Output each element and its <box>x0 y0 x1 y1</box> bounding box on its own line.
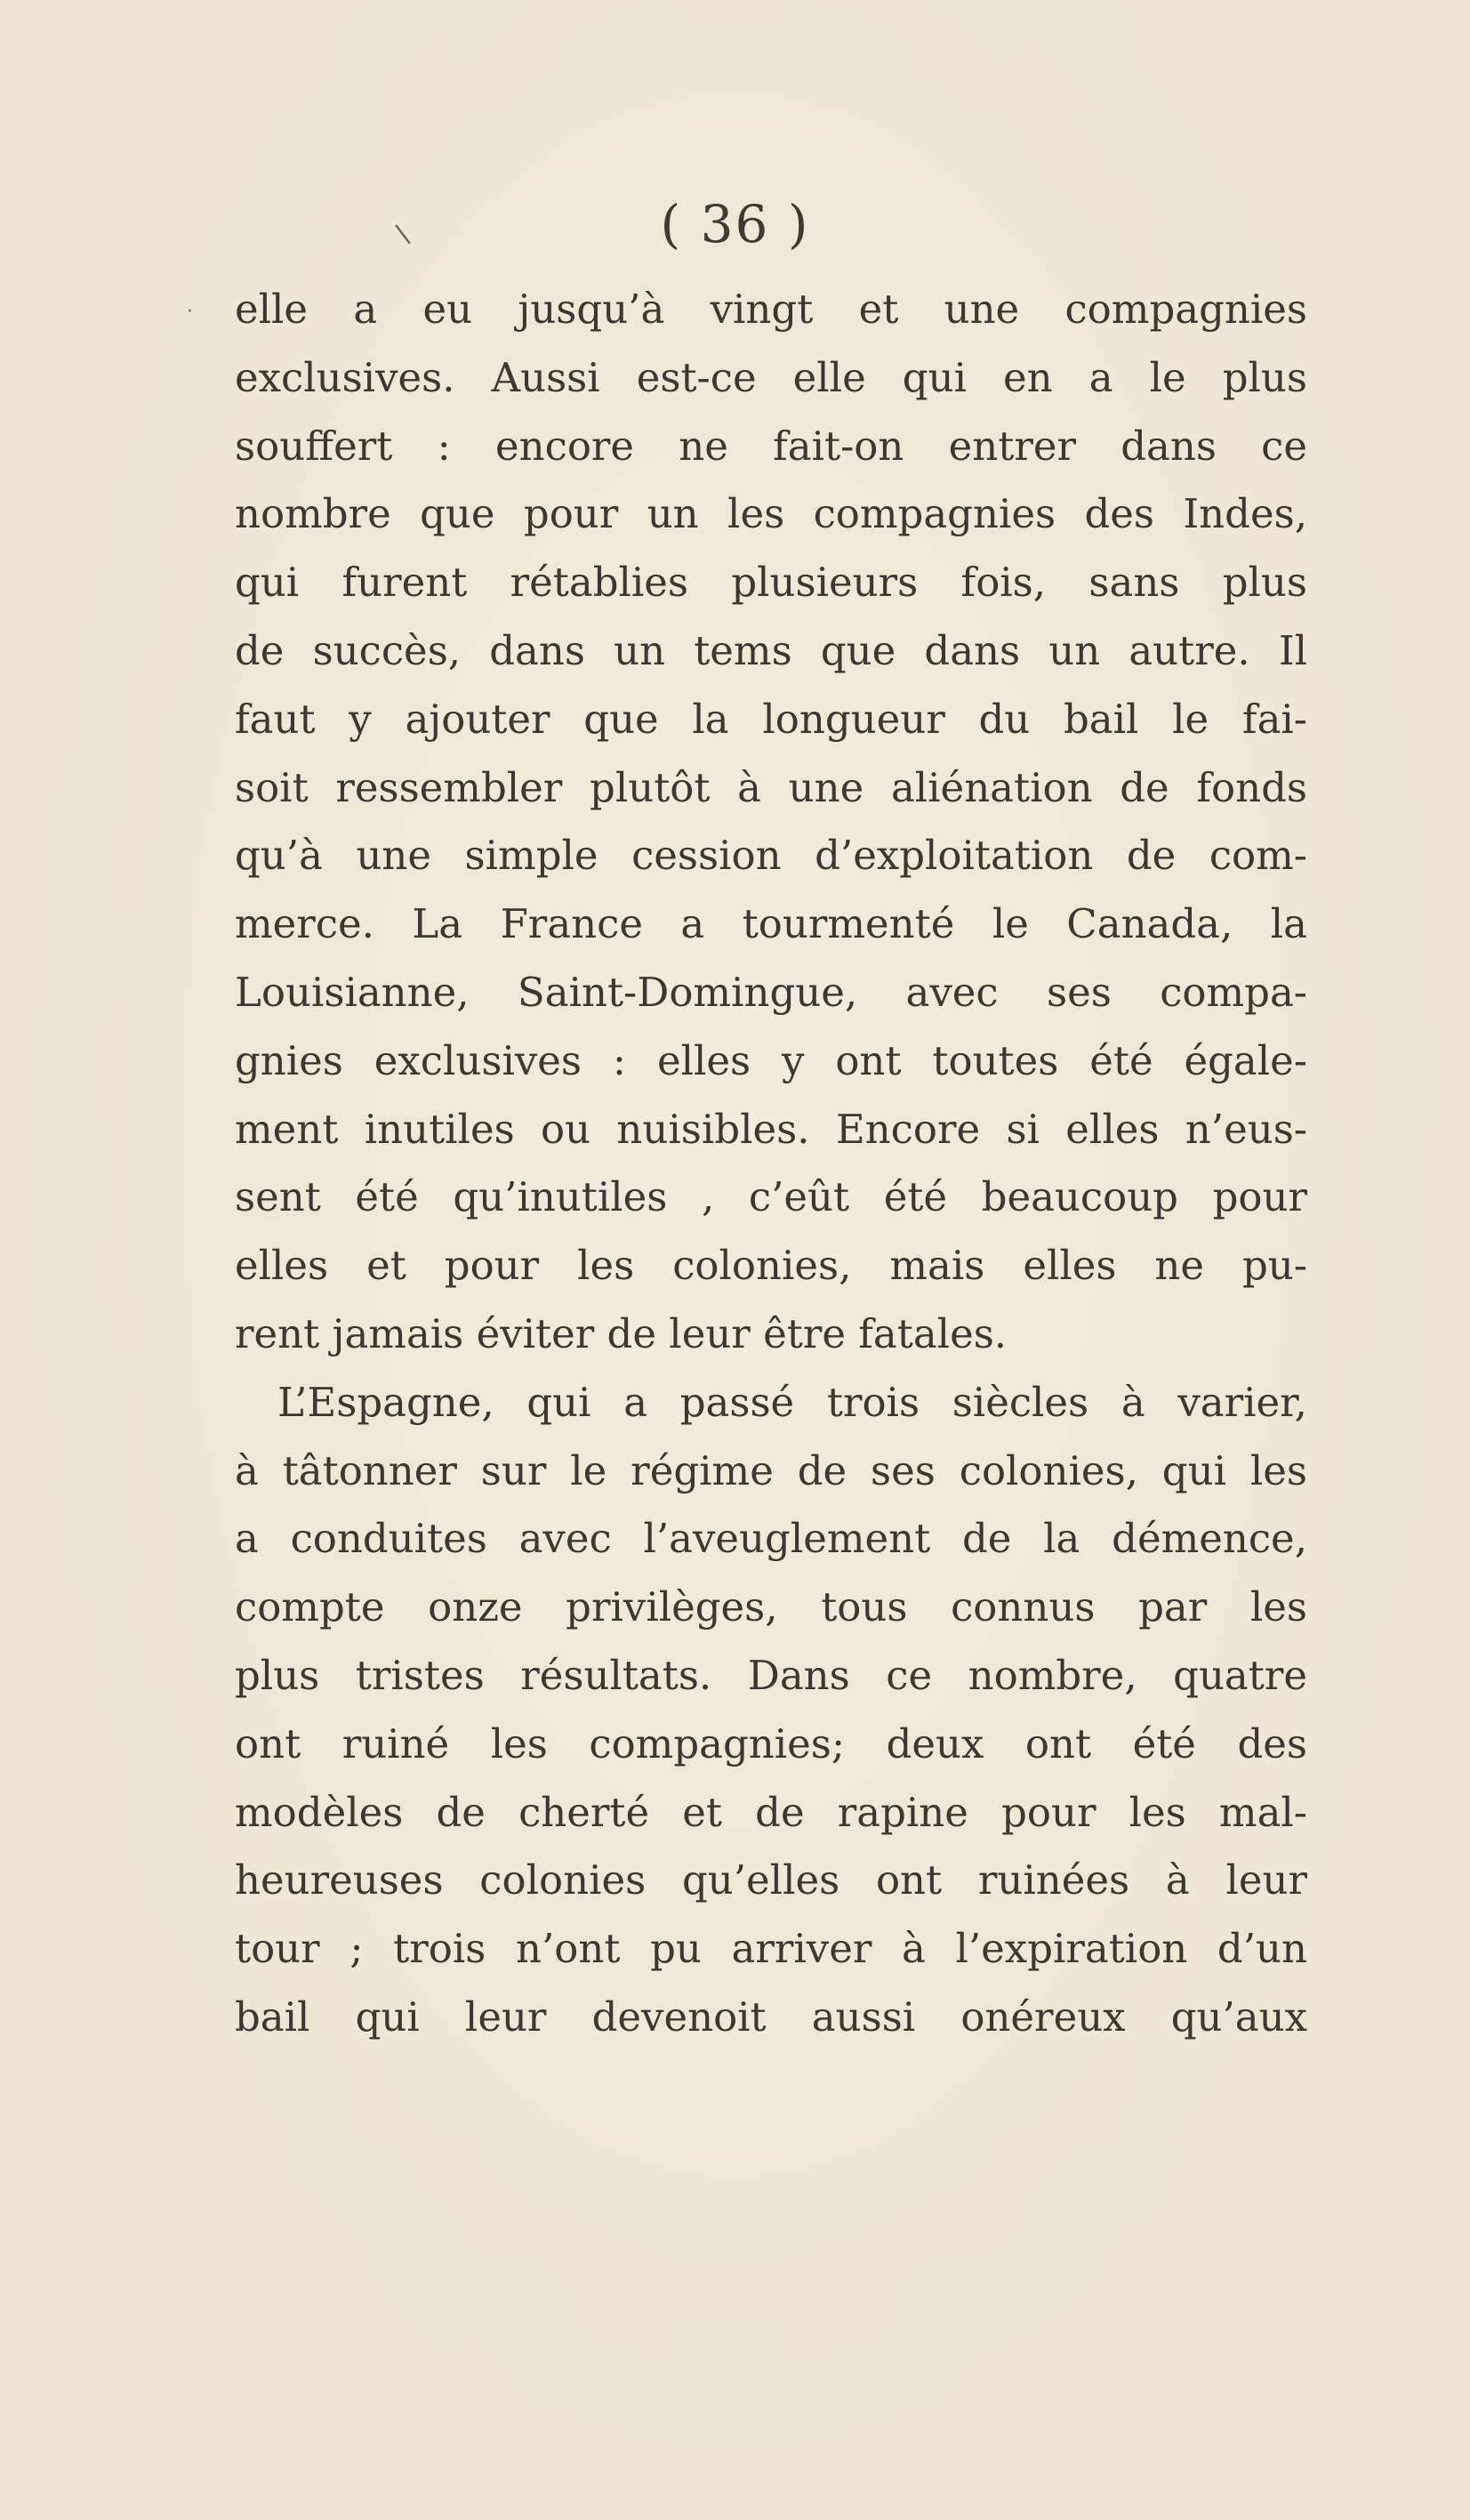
page-number: ( 36 ) <box>660 194 810 254</box>
text-line: exclusives. Aussi est-ce elle qui en a le plus <box>235 353 1307 401</box>
text-line: ont ruiné les compagnies; deux ont été des <box>235 1719 1307 1767</box>
text-line: gnies exclusives : elles y ont toutes été égale- <box>235 1036 1307 1084</box>
body-text <box>235 276 1307 2052</box>
text-line: elles et pour les colonies, mais elles ne pu- <box>235 1242 1307 1290</box>
text-line: Louisianne, Saint-Domingue, avec ses compa- <box>235 968 1307 1016</box>
text-line: merce. La France a tourmenté le Canada, la <box>235 900 1307 948</box>
text-line: a conduites avec l’aveuglement de la démence, <box>235 1515 1307 1563</box>
text-line: qui furent rétablies plusieurs fois, sans plus <box>235 559 1307 607</box>
text-line: tour ; trois n’ont pu arriver à l’expiration d’un <box>235 1925 1307 1973</box>
text-line: heureuses colonies qu’elles ont ruinées à leur <box>235 1856 1307 1904</box>
text-line: de succès, dans un tems que dans un autre. Il <box>235 626 1307 674</box>
text-line: faut y ajouter que la longueur du bail le fai- <box>235 695 1307 743</box>
text-line: soit ressembler plutôt à une aliénation de fonds <box>235 763 1307 811</box>
text-line: bail qui leur devenoit aussi onéreux qu’aux <box>235 1993 1307 2041</box>
text-line: L’Espagne, qui a passé trois siècles à varier, <box>277 1378 1307 1426</box>
text-line: souffert : encore ne fait-on entrer dans ce <box>235 422 1307 470</box>
text-line: nombre que pour un les compagnies des Indes, <box>235 490 1307 538</box>
text-line: sent été qu’inutiles , c’eût été beaucoup pour <box>235 1173 1307 1221</box>
text-line: compte onze privilèges, tous connus par les <box>235 1583 1307 1631</box>
stray-mark: \ <box>393 218 413 251</box>
text-line: plus tristes résultats. Dans ce nombre, quatre <box>235 1651 1307 1699</box>
text-line: elle a eu jusqu’à vingt et une compagnies <box>235 286 1307 333</box>
text-line: à tâtonner sur le régime de ses colonies, qui les <box>235 1446 1307 1494</box>
text-line: qu’à une simple cession d’exploitation de com- <box>235 832 1307 880</box>
text-line: modèles de cherté et de rapine pour les mal- <box>235 1788 1307 1836</box>
text-line: rent jamais éviter de leur être fatales. <box>235 1309 1008 1357</box>
text-line: ment inutiles ou nuisibles. Encore si elles n’eus- <box>235 1105 1307 1153</box>
stray-dot: · <box>187 301 193 323</box>
